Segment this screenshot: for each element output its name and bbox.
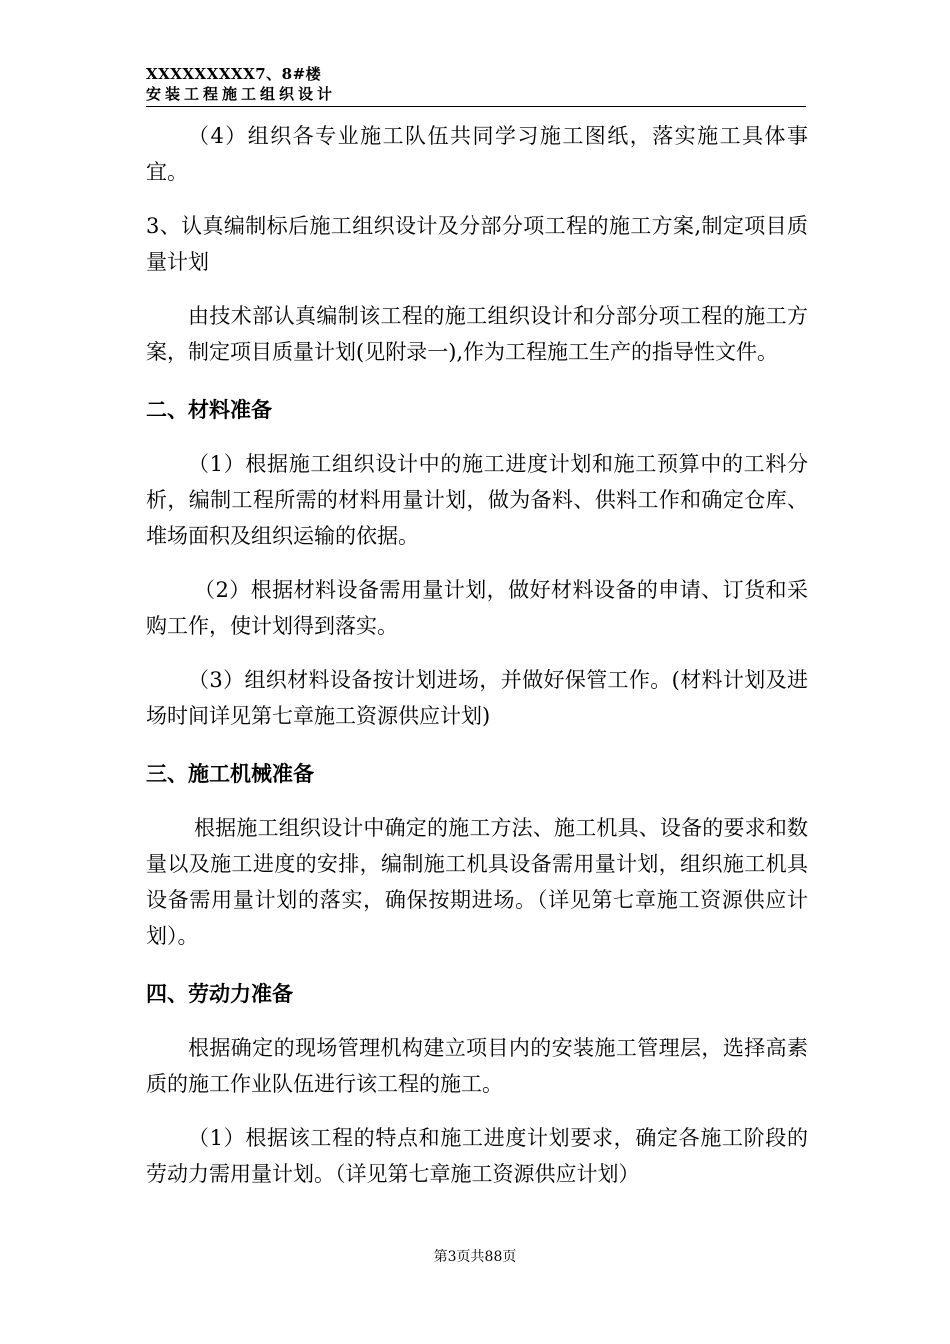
section-heading-labor: 四、劳动力准备 bbox=[146, 981, 293, 1006]
header-document-title: 安装工程施工组织设计 bbox=[146, 85, 337, 103]
paragraph-tech-dept: 由技术部认真编制该工程的施工组织设计和分部分项工程的施工方案，制定项目质量计划(见附录一),作为工程施工生产的指导性文件。 bbox=[146, 304, 808, 364]
paragraph-material-delivery: （3）组织材料设备按计划进场，并做好保管工作。(材料计划及进场时间详见第七章施工资源供应计划) bbox=[146, 668, 808, 728]
header-project-name: XXXXXXXXX7、8#楼 bbox=[146, 65, 322, 83]
page-content bbox=[146, 118, 808, 1192]
paragraph-study-drawings: （4）组织各专业施工队伍共同学习施工图纸，落实施工具体事宜。 bbox=[146, 124, 808, 184]
page-header bbox=[146, 64, 806, 107]
section-heading-materials: 二、材料准备 bbox=[146, 397, 272, 422]
section-heading-machinery: 三、施工机械准备 bbox=[146, 761, 314, 786]
paragraph-material-procurement: （2）根据材料设备需用量计划，做好材料设备的申请、订货和采购工作，使计划得到落实。 bbox=[146, 578, 808, 638]
page-footer-number: 第3页共88页 bbox=[433, 1249, 517, 1265]
paragraph-machinery-plan: 根据施工组织设计中确定的施工方法、施工机具、设备的要求和数量以及施工进度的安排，编制施工机具设备需用量计划，组织施工机具设备需用量计划的落实，确保按期进场。（详见第七章施工资源供应计划）。 bbox=[146, 816, 808, 948]
paragraph-labor-plan: （1）根据该工程的特点和施工进度计划要求，确定各施工阶段的劳动力需用量计划。（详见第七章施工资源供应计划） bbox=[146, 1126, 808, 1186]
paragraph-labor-management: 根据确定的现场管理机构建立项目内的安装施工管理层，选择高素质的施工作业队伍进行该工程的施工。 bbox=[146, 1036, 808, 1096]
paragraph-quality-plan-heading: 3、认真编制标后施工组织设计及分部分项工程的施工方案,制定项目质量计划 bbox=[146, 214, 808, 274]
paragraph-material-plan: （1）根据施工组织设计中的施工进度计划和施工预算中的工料分析，编制工程所需的材料用量计划，做为备料、供料工作和确定仓库、堆场面积及组织运输的依据。 bbox=[146, 452, 808, 548]
